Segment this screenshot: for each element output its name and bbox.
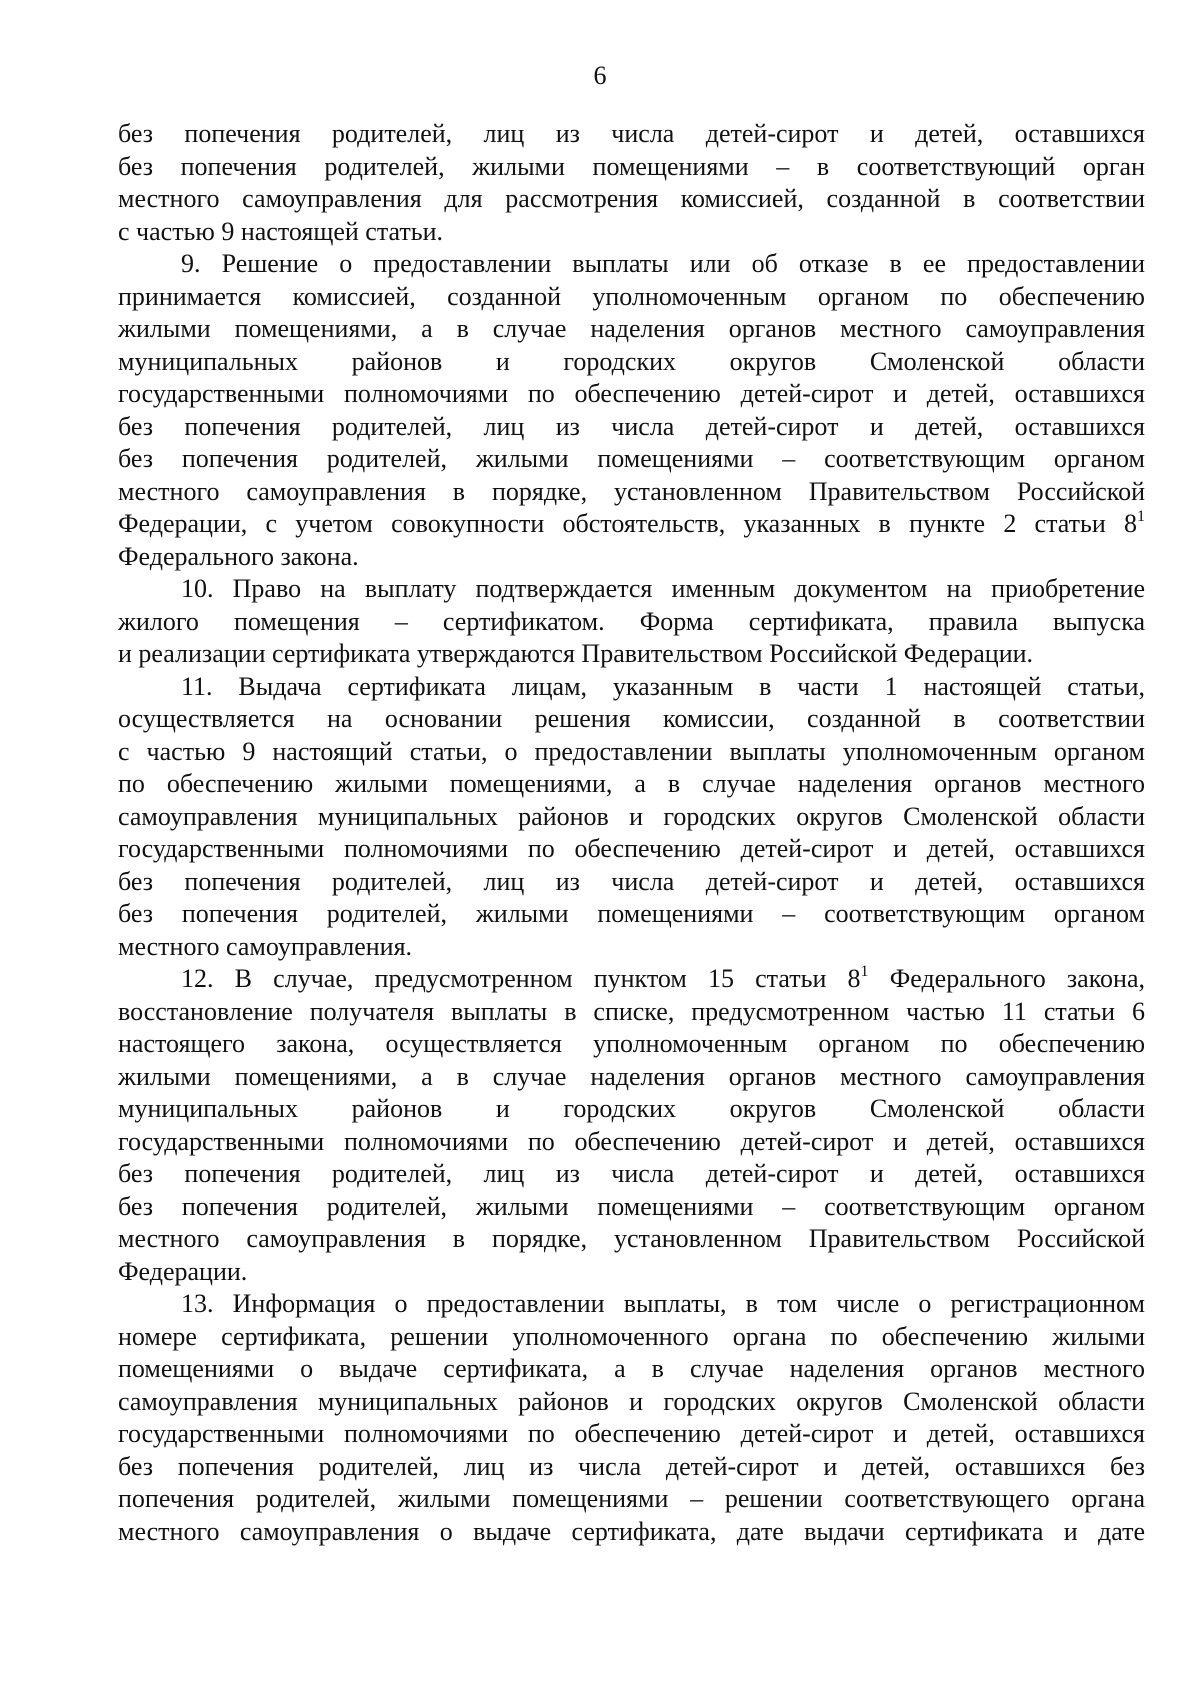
paragraph-13 [118, 1288, 1145, 1548]
text-line: без попечения родителей, лиц из числа детей-сирот и детей, оставшихся без [118, 1451, 1145, 1481]
text-line: без попечения родителей, жилыми помещениями – в соответствующий орган [118, 151, 1145, 181]
text-line: местного самоуправления для рассмотрения комиссией, созданной в соответствии [118, 184, 1145, 213]
paragraph-12 [118, 963, 1145, 1288]
paragraph-continuation [118, 118, 1145, 248]
text-line: 9. Решение о предоставлении выплаты или об отказе в ее предоставлении [181, 249, 1145, 278]
text-line: Федерального закона. [118, 541, 359, 571]
text-line: жилыми помещениями, а в случае наделения органов местного самоуправления [118, 314, 1145, 343]
text-line: муниципальных районов и городских округов Смоленской области [118, 1094, 1145, 1123]
line-text: Федерации, с учетом совокупности обстоятельств, указанных в пункте 2 статьи 8 [118, 509, 1137, 538]
text-line: осуществляется на основании решения комиссии, созданной в соответствии [118, 704, 1145, 733]
text-line-with-superscript [118, 508, 1145, 541]
text-line: Федерации. [118, 1256, 248, 1286]
text-line: самоуправления муниципальных районов и городских округов Смоленской области [118, 1386, 1145, 1416]
text-line: местного самоуправления в порядке, установленном Правительством Российской [118, 1224, 1145, 1253]
text-line: 13. Информация о предоставлении выплаты, в том числе о регистрационном [181, 1289, 1145, 1318]
text-line: настоящего закона, осуществляется уполномоченным органом по обеспечению [118, 1029, 1145, 1058]
line-text: 12. В случае, предусмотренном пунктом 15 статьи 8 [181, 964, 861, 993]
text-line: с частью 9 настоящий статьи, о предоставлении выплаты уполномоченным органом [118, 736, 1145, 766]
text-line: помещениями о выдаче сертификата, а в случае наделения органов местного [118, 1354, 1145, 1383]
text-line: и реализации сертификата утверждаются Правительством Российской Федерации. [118, 639, 1034, 668]
text-line: самоуправления муниципальных районов и городских округов Смоленской области [118, 801, 1145, 831]
text-line: жилого помещения – сертификатом. Форма сертификата, правила выпуска [118, 606, 1145, 636]
text-line: государственными полномочиями по обеспечению детей-сирот и детей, оставшихся [118, 379, 1145, 408]
paragraph-9 [118, 248, 1145, 573]
text-line: по обеспечению жилыми помещениями, а в случае наделения органов местного [118, 769, 1145, 798]
text-line: восстановление получателя выплаты в списке, предусмотренном частью 11 статьи 6 [118, 996, 1145, 1026]
text-line: номере сертификата, решении уполномоченного органа по обеспечению жилыми [118, 1321, 1145, 1351]
text-line: попечения родителей, жилыми помещениями – решении соответствующего органа [118, 1484, 1145, 1513]
text-line: без попечения родителей, лиц из числа детей-сирот и детей, оставшихся [118, 1159, 1145, 1188]
text-line: 11. Выдача сертификата лицам, указанным в части 1 настоящей статьи, [181, 671, 1145, 701]
text-line: 10. Право на выплату подтверждается именным документом на приобретение [181, 574, 1145, 603]
text-line: без попечения родителей, лиц из числа детей-сирот и детей, оставшихся [118, 866, 1145, 896]
text-line: местного самоуправления. [118, 931, 413, 961]
superscript: 1 [1137, 508, 1145, 525]
text-line: без попечения родителей, лиц из числа детей-сирот и детей, оставшихся [118, 411, 1145, 441]
text-line-with-superscript [118, 963, 1145, 996]
text-line: муниципальных районов и городских округов Смоленской области [118, 346, 1145, 376]
text-line: государственными полномочиями по обеспечению детей-сирот и детей, оставшихся [118, 1419, 1145, 1448]
text-line: без попечения родителей, жилыми помещениями – соответствующим органом [118, 1191, 1145, 1221]
text-line: принимается комиссией, созданной уполномоченным органом по обеспечению [118, 281, 1145, 311]
text-line: государственными полномочиями по обеспечению детей-сирот и детей, оставшихся [118, 834, 1145, 863]
text-line: без попечения родителей, жилыми помещениями – соответствующим органом [118, 444, 1145, 473]
text-line: местного самоуправления о выдаче сертификата, дате выдачи сертификата и дате [118, 1516, 1145, 1546]
document-body [118, 118, 1145, 1548]
text-line: с частью 9 настоящей статьи. [118, 216, 444, 246]
text-line: без попечения родителей, лиц из числа детей-сирот и детей, оставшихся [118, 119, 1145, 148]
text-line: государственными полномочиями по обеспечению детей-сирот и детей, оставшихся [118, 1126, 1145, 1156]
text-line: местного самоуправления в порядке, установленном Правительством Российской [118, 476, 1145, 506]
paragraph-10 [118, 573, 1145, 671]
superscript: 1 [860, 963, 869, 980]
text-line: без попечения родителей, жилыми помещениями – соответствующим органом [118, 899, 1145, 928]
page-number: 6 [593, 61, 607, 90]
paragraph-11 [118, 671, 1145, 964]
line-text-tail: Федерального закона, [868, 964, 1145, 993]
text-line: жилыми помещениями, а в случае наделения органов местного самоуправления [118, 1061, 1145, 1091]
